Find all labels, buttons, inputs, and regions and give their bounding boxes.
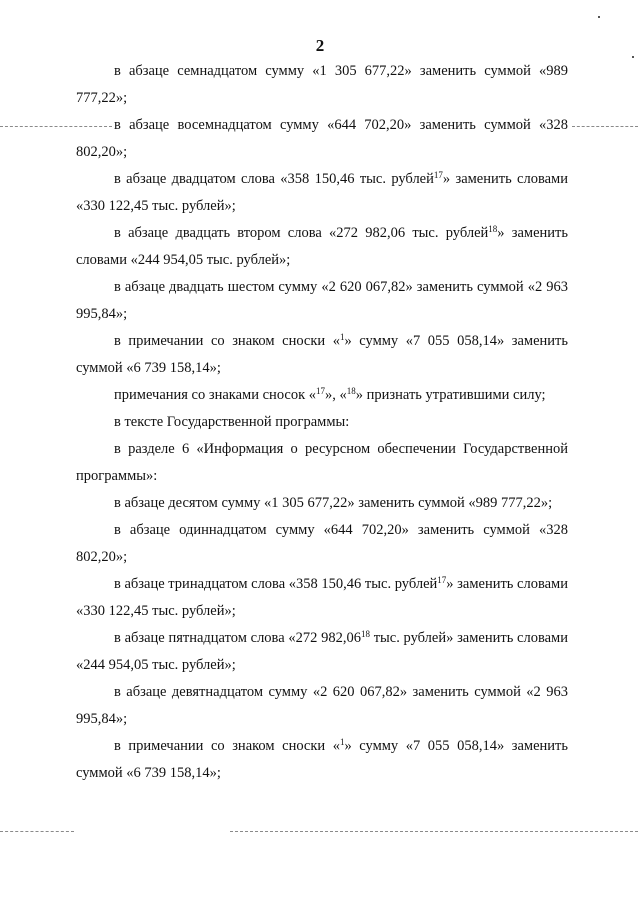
paragraph <box>76 436 568 490</box>
paragraph <box>76 625 568 679</box>
scan-artifact-line <box>0 126 112 127</box>
footnote-mark: 18 <box>488 224 498 234</box>
text-run: в абзаце одиннадцатом сумму «644 702,20» заменить суммой «328 802,20»; <box>76 522 568 565</box>
text-run: в разделе 6 «Информация о ресурсном обеспечении Государственной программы»: <box>76 441 568 484</box>
paragraph <box>76 733 568 787</box>
text-run: » сумму «7 055 058,14» заменить суммой «6 739 158,14»; <box>76 333 568 376</box>
footnote-mark: 17 <box>437 575 447 585</box>
text-run: в абзаце тринадцатом слова «358 150,46 тыс. рублей <box>114 576 438 592</box>
paragraph <box>76 382 568 409</box>
footnote-mark: 18 <box>360 629 370 639</box>
text-run: » заменить словами «330 122,45 тыс. рублей»; <box>76 576 568 619</box>
paragraph <box>76 490 568 517</box>
text-run: в абзаце двадцать шестом сумму «2 620 067,82» заменить суммой «2 963 995,84»; <box>76 279 568 322</box>
paragraph <box>76 517 568 571</box>
text-run: в абзаце восемнадцатом сумму «644 702,20» заменить суммой «328 802,20»; <box>76 117 568 160</box>
paragraph <box>76 274 568 328</box>
scan-artifact-line <box>0 831 74 832</box>
paragraph <box>76 409 568 436</box>
text-run: » заменить словами «244 954,05 тыс. рублей»; <box>76 225 568 268</box>
footnote-mark: 18 <box>346 386 356 396</box>
text-run: в примечании со знаком сноски « <box>114 333 340 349</box>
paragraph <box>76 220 568 274</box>
paragraph <box>76 112 568 166</box>
paragraph <box>76 58 568 112</box>
footnote-mark: 1 <box>339 332 345 342</box>
text-run: тыс. рублей» заменить словами «244 954,05 тыс. рублей»; <box>76 630 568 673</box>
paragraph <box>76 328 568 382</box>
text-run: в абзаце двадцать втором слова «272 982,06 тыс. рублей <box>114 225 489 241</box>
text-run: в примечании со знаком сноски « <box>114 738 340 754</box>
text-run: » признать утратившими силу; <box>355 387 546 403</box>
text-run: в абзаце двадцатом слова «358 150,46 тыс. рублей <box>114 171 434 187</box>
scan-artifact-line <box>572 126 638 127</box>
text-run: в абзаце десятом сумму «1 305 677,22» заменить суммой «989 777,22»; <box>114 495 553 511</box>
scan-artifact-dot <box>632 56 634 58</box>
paragraph <box>76 679 568 733</box>
text-run: », « <box>325 387 347 403</box>
footnote-mark: 17 <box>316 386 326 396</box>
scan-artifact-line <box>230 831 638 832</box>
scan-artifact-dot <box>598 16 600 18</box>
text-run: » заменить словами «330 122,45 тыс. рублей»; <box>76 171 568 214</box>
text-run: » сумму «7 055 058,14» заменить суммой «6 739 158,14»; <box>76 738 568 781</box>
text-run: в абзаце пятнадцатом слова «272 982,06 <box>114 630 361 646</box>
page-number: 2 <box>315 36 325 55</box>
text-run: в тексте Государственной программы: <box>114 414 350 430</box>
text-run: примечания со знаками сносок « <box>114 387 317 403</box>
document-body <box>76 58 568 787</box>
paragraph <box>76 571 568 625</box>
text-run: в абзаце семнадцатом сумму «1 305 677,22» заменить суммой «989 777,22»; <box>76 63 568 106</box>
paragraph <box>76 166 568 220</box>
footnote-mark: 17 <box>433 170 443 180</box>
text-run: в абзаце девятнадцатом сумму «2 620 067,82» заменить суммой «2 963 995,84»; <box>76 684 568 727</box>
footnote-mark: 1 <box>339 737 345 747</box>
